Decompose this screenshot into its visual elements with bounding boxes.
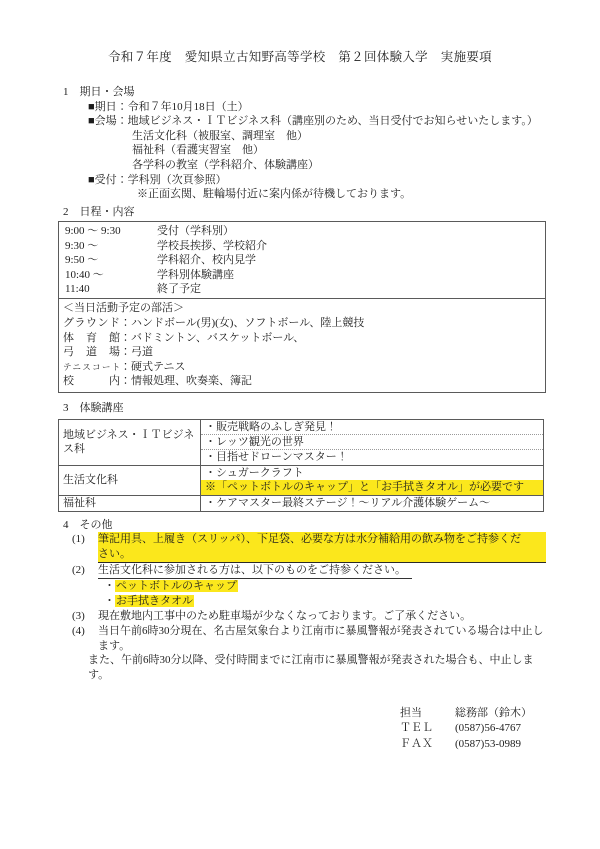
club-separator: ： bbox=[120, 331, 131, 344]
club-place: 弓道場 bbox=[63, 346, 120, 359]
schedule-activity: 学科別体験講座 bbox=[157, 268, 234, 281]
club-place: グラウンド bbox=[63, 316, 120, 329]
club-line bbox=[59, 360, 545, 375]
club-place: 校内 bbox=[63, 375, 120, 388]
item-text: 現在敷地内工事中のため駐車場が少なくなっております。ご了承ください。 bbox=[98, 609, 472, 622]
reception-line: ■受付：学科別（次頁参照） bbox=[88, 173, 227, 186]
schedule-time: 10:40 ～ bbox=[65, 268, 104, 281]
schedule-row bbox=[59, 239, 545, 253]
department-cell: 地域ビジネス・ＩＴビジネス科 bbox=[59, 419, 201, 465]
venue-line: ■会場：地域ビジネス・ＩＴビジネス科（講座別のため、当日受付でお知らせいたします。） bbox=[88, 115, 538, 128]
other-item-3 bbox=[58, 609, 546, 624]
club-line bbox=[59, 316, 545, 331]
other-item-1 bbox=[58, 532, 546, 563]
club-separator: ： bbox=[120, 360, 131, 373]
section4-heading: 4 その他 bbox=[63, 518, 113, 531]
course-cell: ・レッツ観光の世界 bbox=[201, 434, 544, 449]
club-detail: ハンドボール(男)(女)、ソフトボール、陸上競技 bbox=[131, 316, 365, 329]
other-item-4-continuation: また、午前6時30分以降、受付時間までに江南市に暴風警報が発表された場合も、中止します。 bbox=[88, 654, 534, 682]
contact-value: (0587)53-0989 bbox=[455, 737, 521, 750]
course-item: ・シュガークラフト bbox=[205, 466, 304, 479]
table-row bbox=[59, 419, 544, 434]
section1-heading: 1 期日・会場 bbox=[63, 86, 135, 98]
club-line bbox=[59, 331, 545, 346]
contact-value: 総務部（鈴木） bbox=[455, 707, 532, 720]
schedule-activity: 受付（学科別） bbox=[157, 225, 234, 238]
underlined-text: 生活文化科に参加される方は、以下のものをご持参ください。 bbox=[98, 563, 412, 579]
schedule-time: 9:50 ～ bbox=[65, 254, 99, 267]
club-detail: 情報処理、吹奏楽、簿記 bbox=[131, 375, 252, 388]
bullet: ・ bbox=[104, 594, 115, 607]
document-title: 令和７年度 愛知県立古知野高等学校 第２回体験入学 実施要項 bbox=[107, 50, 492, 64]
section3-heading: 3 体験講座 bbox=[63, 401, 124, 414]
department-cell: 福祉科 bbox=[59, 496, 201, 511]
course-cell bbox=[201, 465, 544, 495]
reception-note: ※正面玄関、駐輪場付近に案内係が待機しております。 bbox=[137, 188, 412, 201]
schedule-activity: 学科紹介、校内見学 bbox=[157, 254, 256, 267]
clubs-block bbox=[59, 298, 545, 392]
venue-line-cont: 福祉科（看護実習室 他） bbox=[132, 144, 264, 157]
schedule-row bbox=[59, 253, 545, 267]
course-cell: ・目指せドローンマスター！ bbox=[201, 450, 544, 465]
schedule-activity: 学校長挨拶、学校紹介 bbox=[157, 239, 267, 252]
club-detail: バドミントン、バスケットボール、 bbox=[131, 331, 305, 344]
bullet: ・ bbox=[104, 579, 115, 592]
date-line: ■期日：令和７年10月18日（土） bbox=[88, 100, 249, 113]
contact-row bbox=[400, 721, 546, 736]
club-place: テニスコート bbox=[63, 361, 120, 372]
contact-row bbox=[400, 737, 546, 752]
schedule-time: 9:30 ～ bbox=[65, 239, 99, 252]
clubs-heading: ＜当日活動予定の部活＞ bbox=[63, 302, 184, 315]
schedule-row bbox=[59, 224, 545, 238]
other-item-4 bbox=[58, 624, 546, 654]
item-number: (4) bbox=[72, 624, 85, 637]
schedule-block bbox=[59, 222, 545, 298]
venue-line-cont: 生活文化科（被服室、調理室 他） bbox=[132, 129, 308, 142]
highlighted-underlined-text: 筆記用具、上履き（スリッパ）、下足袋、必要な方は水分補給用の飲み物をご持参ください。 bbox=[98, 532, 546, 563]
club-place: 体育館 bbox=[63, 331, 120, 344]
schedule-activity: 終了予定 bbox=[157, 282, 201, 295]
club-separator: ： bbox=[120, 346, 131, 359]
contact-label: ＴＥＬ bbox=[400, 722, 433, 735]
schedule-and-clubs-table bbox=[58, 221, 546, 393]
club-detail: 弓道 bbox=[131, 346, 153, 359]
sub-item bbox=[58, 594, 546, 609]
item-number: (2) bbox=[72, 563, 85, 576]
department-cell: 生活文化科 bbox=[59, 465, 201, 495]
club-separator: ： bbox=[120, 316, 131, 329]
club-detail: 硬式テニス bbox=[131, 360, 186, 373]
item-number: (1) bbox=[72, 533, 85, 546]
item-text: 当日午前6時30分現在、名古屋気象台より江南市に暴風警報が発表されている場合は中止します。 bbox=[98, 624, 544, 652]
sub-item bbox=[58, 579, 546, 594]
club-line bbox=[59, 345, 545, 360]
course-note-highlight: ※「ペットボトルのキャップ」と「お手拭きタオル」が必要です bbox=[201, 480, 543, 495]
schedule-time: 9:00 ～ 9:30 bbox=[65, 225, 121, 238]
table-row bbox=[59, 465, 544, 495]
document-content bbox=[58, 85, 546, 752]
item-number: (3) bbox=[72, 609, 85, 622]
item-text bbox=[98, 563, 546, 579]
item-text bbox=[98, 532, 546, 563]
schedule-row bbox=[59, 282, 545, 296]
table-row bbox=[59, 496, 544, 511]
contact-value: (0587)56-4767 bbox=[455, 722, 521, 735]
highlighted-text: お手拭きタオル bbox=[116, 594, 193, 607]
schedule-time: 11:40 bbox=[65, 282, 90, 295]
course-cell: ・販売戦略のふしぎ発見！ bbox=[201, 419, 544, 434]
section2-heading: 2 日程・内容 bbox=[63, 205, 135, 218]
venue-line-cont: 各学科の教室（学科紹介、体験講座） bbox=[132, 158, 319, 171]
contact-label: ＦＡＸ bbox=[400, 737, 433, 750]
highlighted-text: ペットボトルのキャップ bbox=[116, 579, 237, 592]
contact-row bbox=[400, 706, 546, 721]
schedule-row bbox=[59, 268, 545, 282]
course-cell: ・ケアマスター最終ステージ！～リアル介護体験ゲーム～ bbox=[201, 496, 544, 511]
other-item-2 bbox=[58, 563, 546, 579]
club-line bbox=[59, 374, 545, 389]
club-separator: ： bbox=[120, 375, 131, 388]
contact-block bbox=[400, 706, 546, 752]
contact-label: 担当 bbox=[400, 707, 422, 720]
experience-course-table bbox=[58, 419, 544, 512]
